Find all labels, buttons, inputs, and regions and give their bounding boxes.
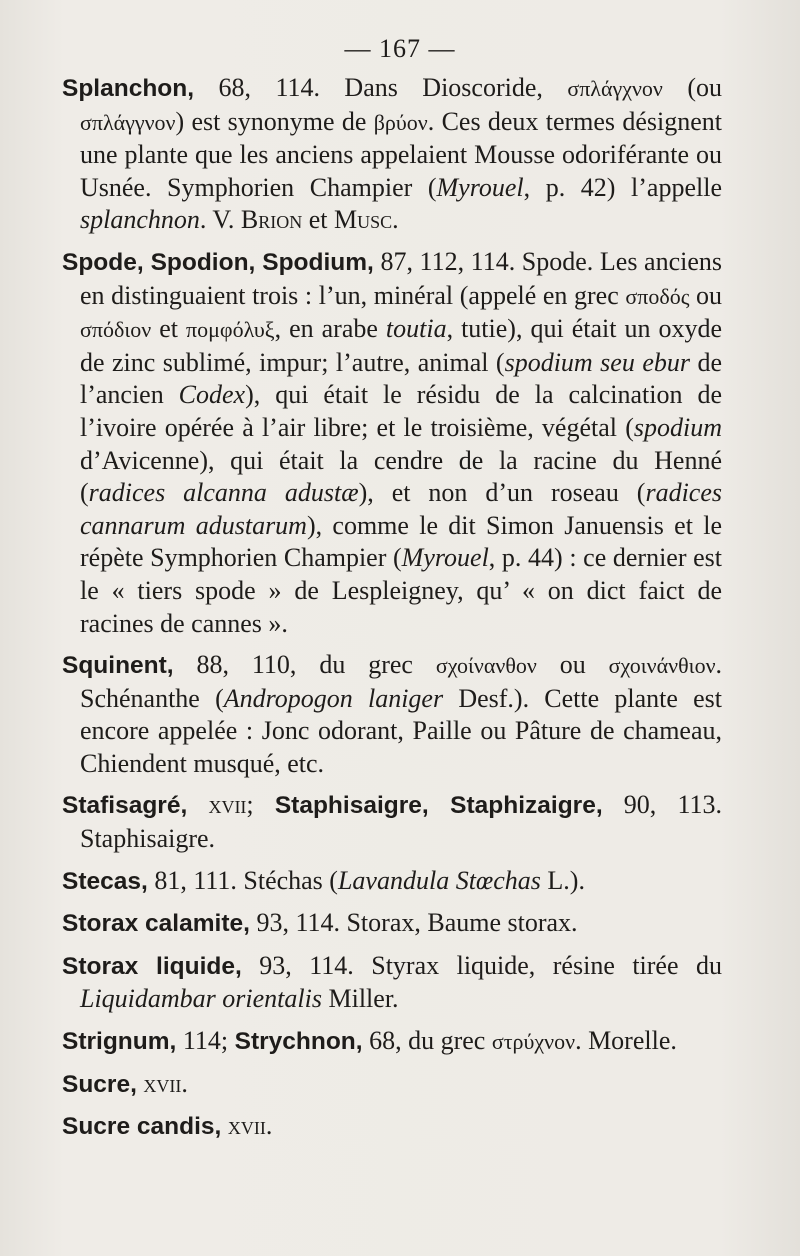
italic-term: splanchnon (80, 205, 200, 235)
entry-headword: Spode, Spodion, Spodium, (62, 248, 374, 276)
entry-splanchon: Splanchon, 68, 114. Dans Dioscoride, σπλάγχνον (ou σπλάγγνον) est synonyme de βρύον. Ces deux termes désignent une plante que les anciens appelaient Mousse odoriférante ou Usnée. Symphorien Champier (Myrouel, p. 42) l’appelle splanchnon. V. Brion et Musc. (62, 73, 722, 235)
italic-term: Andropogon laniger (223, 683, 444, 713)
greek-term: σχοίνανθον (435, 653, 537, 679)
entry-headword: Staphisaigre, Staphizaigre, (274, 792, 603, 820)
italic-term: radices cannarum adustarum (80, 478, 722, 540)
entry-headword: Stecas, (62, 867, 148, 895)
entry-headword: Sucre, (62, 1070, 137, 1098)
cross-reference: Brion (240, 205, 303, 235)
page-number: — 167 — (344, 34, 456, 63)
greek-term: πομφόλυξ (185, 317, 275, 343)
greek-term: βρύον (373, 109, 428, 135)
entry-strignum: Strignum, 114; Strychnon, 68, du grec στρύχνον. Morelle. (62, 1026, 677, 1056)
entry-headword: Strignum, (62, 1028, 177, 1056)
entry-squinent: Squinent, 88, 110, du grec σχοίνανθον ou σχοινάνθιον. Schénanthe (Andropogon laniger Desf.). Cette plante est encore appelée : Jonc odorant, Paille ou Pâture de chameau, Chiendent musqué, etc. (62, 650, 723, 778)
italic-term: spodium seu ebur (504, 347, 690, 377)
italic-term: spodium (633, 412, 722, 442)
glossary-entries (62, 72, 722, 1153)
greek-term: σχοινάνθιον (608, 653, 716, 679)
italic-term: Liquidambar orientalis (80, 984, 322, 1014)
entry-headword: Stafisagré, (62, 792, 188, 820)
italic-term: Myrouel (401, 543, 489, 573)
entry-headword: Strychnon, (234, 1028, 363, 1056)
italic-term: Codex (178, 380, 246, 410)
entry-headword: Splanchon, (62, 75, 195, 102)
greek-term: σπλάγχνον (567, 76, 663, 101)
entry-sucre: Sucre, xvii. (62, 1068, 188, 1098)
greek-term: στρύχνον (491, 1029, 576, 1055)
entry-spode: Spode, Spodion, Spodium, 87, 112, 114. Spode. Les anciens en distinguaient trois : l’un, minéral (appelé en grec σποδός ou σπόδιον et πομφόλυξ, en arabe toutia, tutie), qui était un oxyde de zinc sublimé, impur; l’autre, animal (spodium seu ebur de l’ancien Codex), qui était le résidu de la calcination de l’ivoire opérée à l’air libre; et le troisième, végétal (spodium d’Avicenne), qui était la cendre de la racine du Henné (radices alcanna adustæ), et non d’un roseau (radices cannarum adustarum), comme le dit Simon Januensis et le répète Symphorien Champier (Myrouel, p. 44) : ce dernier est le « tiers spode » de Lespleigney, qu’ « on dict faict de racines de cannes ». (62, 246, 723, 638)
italic-term: radices alcanna adustæ (88, 478, 359, 508)
cross-reference: Musc (333, 205, 393, 235)
greek-term: σποδός (625, 283, 690, 309)
entry-headword: Sucre candis, (62, 1113, 222, 1141)
italic-term: toutia (385, 314, 447, 344)
italic-term: Lavandula Stœchas (337, 865, 541, 895)
entry-stecas: Stecas, 81, 111. Stéchas (Lavandula Stœchas L.). (62, 865, 585, 895)
entry-headword: Storax calamite, (62, 910, 250, 938)
entry-sucre-candis: Sucre candis, xvii. (62, 1111, 273, 1141)
entry-storax-liquide: Storax liquide, 93, 114. Styrax liquide, résine tirée du Liquidambar orientalis Miller. (62, 950, 722, 1014)
entry-storax-calamite: Storax calamite, 93, 114. Storax, Baume storax. (62, 908, 578, 938)
entry-stafisagre: Stafisagré, xvii; Staphisaigre, Staphizaigre, 90, 113. Staphisaigre. (62, 790, 723, 854)
greek-term: σπόδιον (80, 317, 152, 343)
italic-term: Myrouel (436, 172, 524, 202)
entry-headword: Squinent, (62, 652, 174, 680)
greek-term: σπλάγγνον (80, 109, 176, 135)
entry-headword: Storax liquide, (62, 952, 242, 980)
